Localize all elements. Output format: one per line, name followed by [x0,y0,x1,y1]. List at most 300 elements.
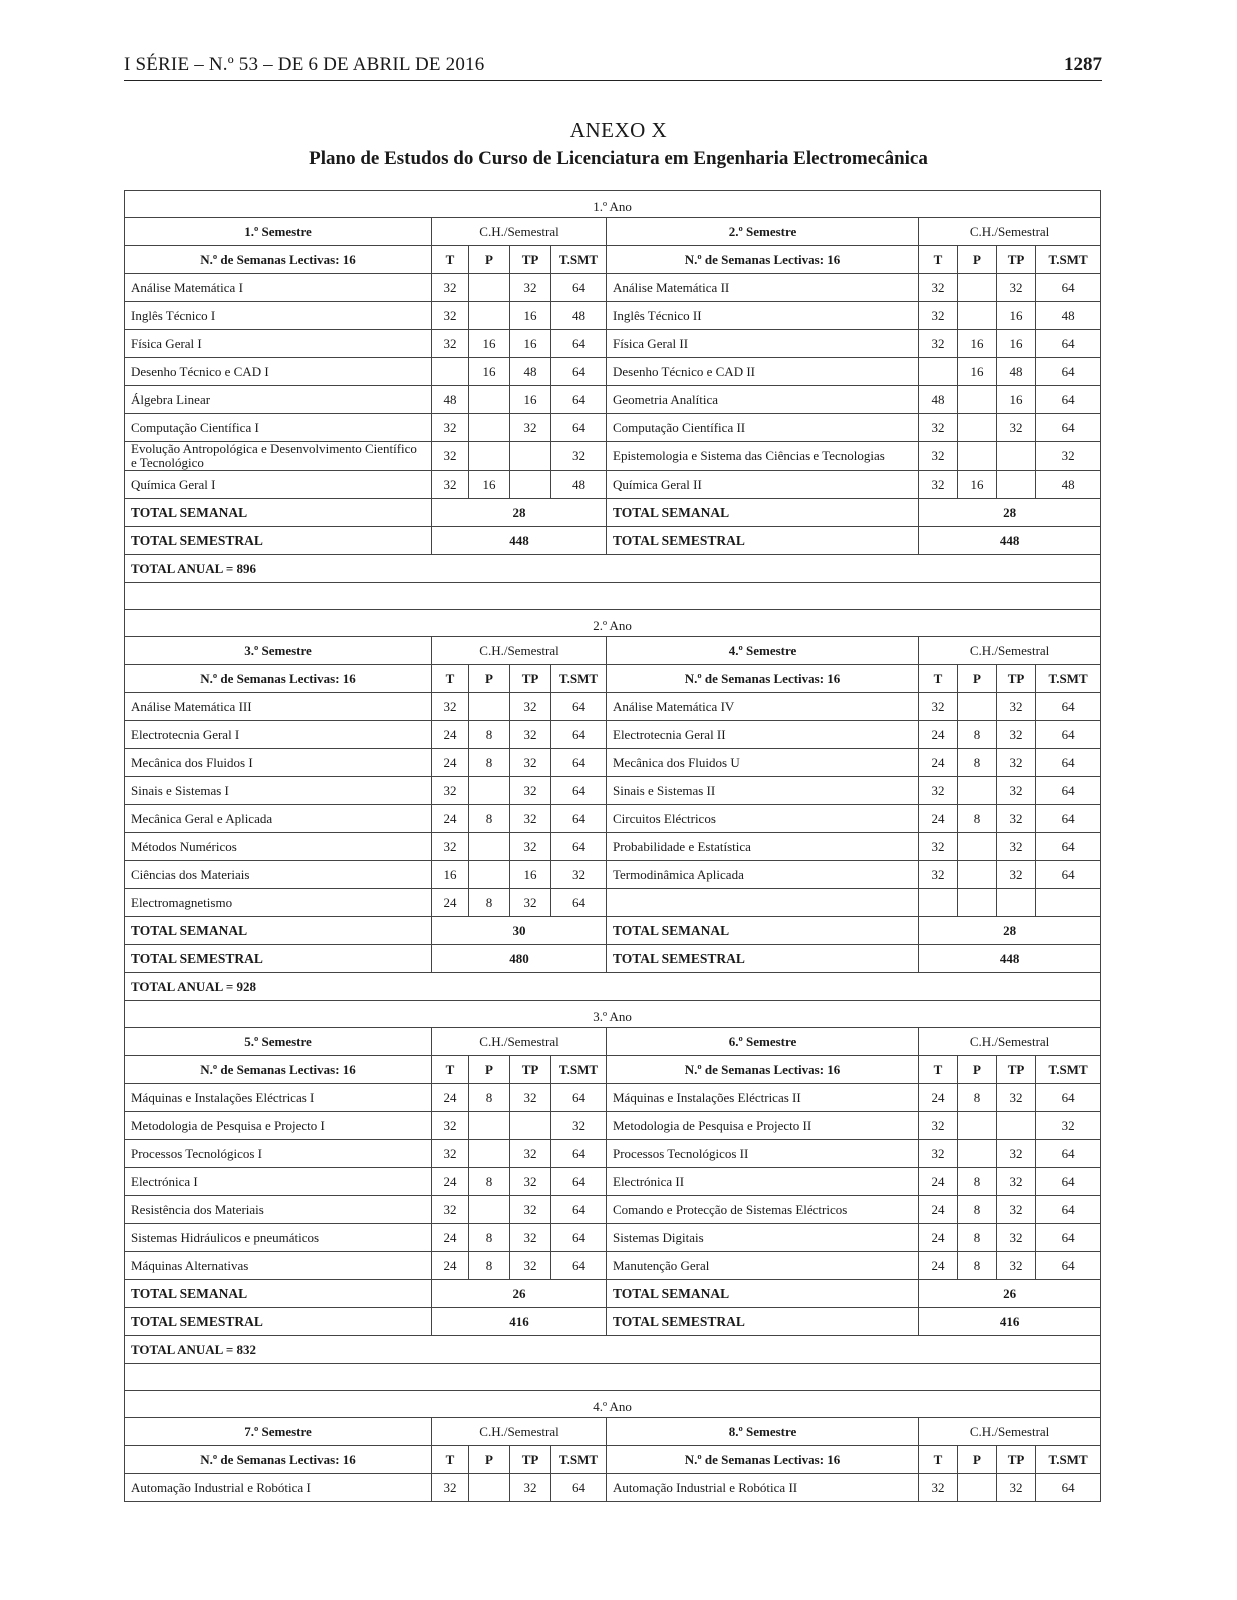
hours-tsmt: 64 [1036,693,1101,721]
col-tp: TP [510,246,551,274]
hours-tsmt: 64 [551,1474,607,1502]
hours-p: 8 [958,1168,997,1196]
subject-name-left: Química Geral I [125,471,432,499]
col-tp: TP [510,1446,551,1474]
hours-p: 16 [469,358,510,386]
weeks-label: N.º de Semanas Lectivas: 16 [125,665,432,693]
total-semanal-left: 26 [432,1280,607,1308]
hours-tp: 16 [510,302,551,330]
semester-right-label: 6.º Semestre [607,1028,919,1056]
hours-tsmt: 64 [551,693,607,721]
subject-name-left: Mecânica Geral e Aplicada [125,805,432,833]
hours-tp: 32 [510,1140,551,1168]
subject-name-right: Automação Industrial e Robótica II [607,1474,919,1502]
subject-name-left: Automação Industrial e Robótica I [125,1474,432,1502]
hours-t: 32 [919,693,958,721]
hours-tsmt: 32 [551,442,607,471]
total-semestral-right: 448 [919,527,1101,555]
hours-tsmt: 48 [1036,302,1101,330]
subject-row [125,358,1101,386]
subject-row [125,1252,1101,1280]
hours-p [469,302,510,330]
hours-tp: 48 [997,358,1036,386]
hours-p [958,1140,997,1168]
semester-header-row [125,218,1101,246]
hours-p: 8 [469,805,510,833]
hours-t: 24 [919,1224,958,1252]
hours-p [958,414,997,442]
col-tsmt: T.SMT [551,1446,607,1474]
hours-tp: 32 [510,805,551,833]
year-row [125,1001,1101,1028]
total-semestral-row [125,1308,1101,1336]
hours-tsmt: 64 [1036,833,1101,861]
hours-t: 32 [919,861,958,889]
subject-row [125,861,1101,889]
subject-name-left: Inglês Técnico I [125,302,432,330]
hours-t: 32 [919,274,958,302]
total-semanal-row [125,499,1101,527]
hours-p: 8 [958,805,997,833]
hours-tp [997,442,1036,471]
hours-tp: 32 [997,1140,1036,1168]
hours-tsmt: 64 [1036,749,1101,777]
hours-tp: 32 [510,1252,551,1280]
hours-p: 8 [469,889,510,917]
hours-tsmt: 64 [1036,861,1101,889]
col-t: T [432,665,469,693]
hours-tsmt: 32 [1036,442,1101,471]
hours-t: 48 [432,386,469,414]
subject-name-right: Processos Tecnológicos II [607,1140,919,1168]
ch-semestral-label: C.H./Semestral [919,218,1101,246]
subject-name-right: Computação Científica II [607,414,919,442]
hours-p [469,833,510,861]
subject-row [125,1168,1101,1196]
columns-header-row [125,1446,1101,1474]
total-semestral-left: 416 [432,1308,607,1336]
hours-t: 24 [919,749,958,777]
hours-t: 32 [919,1474,958,1502]
total-semanal-row [125,1280,1101,1308]
subject-name-right: Análise Matemática II [607,274,919,302]
total-semanal-right: 26 [919,1280,1101,1308]
col-tp: TP [510,665,551,693]
hours-t: 32 [432,777,469,805]
hours-t: 24 [919,805,958,833]
semester-left-label: 5.º Semestre [125,1028,432,1056]
hours-tp: 32 [997,1196,1036,1224]
hours-tp [997,471,1036,499]
hours-tp: 32 [510,889,551,917]
col-tsmt: T.SMT [1036,246,1101,274]
hours-tp: 16 [510,861,551,889]
hours-p [958,1112,997,1140]
subject-name-right: Circuitos Eléctricos [607,805,919,833]
hours-t: 32 [919,330,958,358]
total-semestral-label: TOTAL SEMESTRAL [125,527,432,555]
subject-name-right: Mecânica dos Fluidos U [607,749,919,777]
subject-name-right: Probabilidade e Estatística [607,833,919,861]
ch-semestral-label: C.H./Semestral [919,1418,1101,1446]
hours-t: 24 [432,721,469,749]
hours-tsmt: 64 [551,889,607,917]
hours-tp: 16 [510,330,551,358]
hours-tp: 32 [510,777,551,805]
hours-tsmt: 64 [551,721,607,749]
subject-row [125,442,1101,471]
hours-t: 24 [432,1084,469,1112]
subject-name-right: Física Geral II [607,330,919,358]
hours-tp: 32 [510,274,551,302]
total-semanal-label: TOTAL SEMANAL [607,1280,919,1308]
ch-semestral-label: C.H./Semestral [432,637,607,665]
hours-tsmt: 64 [1036,1252,1101,1280]
hours-tsmt: 64 [1036,386,1101,414]
col-t: T [919,665,958,693]
hours-p [958,1474,997,1502]
hours-tp [997,1112,1036,1140]
hours-t: 32 [919,471,958,499]
hours-tsmt: 64 [551,1196,607,1224]
subject-name-left: Electrónica I [125,1168,432,1196]
hours-t: 32 [919,1140,958,1168]
hours-t: 32 [432,1140,469,1168]
hours-tp: 32 [510,833,551,861]
hours-tp: 32 [510,1168,551,1196]
subject-name-left: Resistência dos Materiais [125,1196,432,1224]
ch-semestral-label: C.H./Semestral [432,1418,607,1446]
subject-name-right: Comando e Protecção de Sistemas Eléctricos [607,1196,919,1224]
hours-p [469,1140,510,1168]
hours-tsmt: 32 [1036,1112,1101,1140]
subject-name-left: Métodos Numéricos [125,833,432,861]
hours-p [469,274,510,302]
hours-p: 8 [958,1252,997,1280]
subject-name-right: Manutenção Geral [607,1252,919,1280]
col-tsmt: T.SMT [1036,1446,1101,1474]
hours-tp: 32 [997,805,1036,833]
hours-tp: 32 [997,1168,1036,1196]
hours-p [958,833,997,861]
total-semestral-label: TOTAL SEMESTRAL [125,945,432,973]
semester-header-row [125,1028,1101,1056]
subject-name-left: Física Geral I [125,330,432,358]
weeks-label: N.º de Semanas Lectivas: 16 [125,1056,432,1084]
hours-t: 24 [919,1084,958,1112]
subject-row [125,1084,1101,1112]
col-p: P [958,1446,997,1474]
subject-name-right: Metodologia de Pesquisa e Projecto II [607,1112,919,1140]
hours-p [958,693,997,721]
col-t: T [919,1446,958,1474]
hours-t: 24 [919,721,958,749]
hours-tsmt: 64 [1036,1224,1101,1252]
hours-tp [510,1112,551,1140]
hours-t: 24 [919,1252,958,1280]
hours-p: 16 [469,330,510,358]
hours-t: 24 [432,749,469,777]
total-semanal-label: TOTAL SEMANAL [125,1280,432,1308]
col-tp: TP [997,665,1036,693]
hours-tsmt: 64 [551,1252,607,1280]
hours-t [432,358,469,386]
hours-tp: 32 [997,693,1036,721]
subject-row [125,749,1101,777]
subject-name-right: Electrotecnia Geral II [607,721,919,749]
hours-tp: 16 [997,302,1036,330]
hours-tp: 32 [997,274,1036,302]
hours-tp: 32 [997,777,1036,805]
hours-tsmt: 64 [1036,1140,1101,1168]
hours-tsmt: 64 [1036,358,1101,386]
total-semestral-right: 448 [919,945,1101,973]
hours-p [469,1474,510,1502]
col-tsmt: T.SMT [551,1056,607,1084]
hours-tsmt: 32 [551,861,607,889]
subject-row [125,721,1101,749]
hours-p [469,386,510,414]
hours-t: 32 [432,471,469,499]
hours-tp [997,889,1036,917]
hours-t [919,889,958,917]
hours-t: 32 [432,302,469,330]
col-t: T [432,1056,469,1084]
hours-t: 32 [919,302,958,330]
hours-p [469,442,510,471]
hours-p: 8 [469,1224,510,1252]
total-semanal-label: TOTAL SEMANAL [607,499,919,527]
subject-name-left: Desenho Técnico e CAD I [125,358,432,386]
hours-tsmt: 64 [551,833,607,861]
hours-tsmt: 64 [1036,1084,1101,1112]
hours-tsmt: 64 [551,805,607,833]
hours-t: 24 [919,1168,958,1196]
hours-tp: 32 [997,1252,1036,1280]
semester-left-label: 3.º Semestre [125,637,432,665]
hours-p [469,861,510,889]
subject-name-left: Metodologia de Pesquisa e Projecto I [125,1112,432,1140]
hours-tsmt: 64 [551,1168,607,1196]
hours-tp: 16 [997,330,1036,358]
subject-row [125,777,1101,805]
hours-t: 24 [919,1196,958,1224]
hours-p: 8 [469,1084,510,1112]
hours-t: 24 [432,889,469,917]
total-anual: TOTAL ANUAL = 832 [125,1336,1101,1364]
weeks-label: N.º de Semanas Lectivas: 16 [607,665,919,693]
subject-name-left: Electromagnetismo [125,889,432,917]
hours-tp: 32 [997,833,1036,861]
hours-t: 24 [432,1224,469,1252]
col-p: P [958,246,997,274]
hours-p [958,442,997,471]
hours-p: 8 [469,749,510,777]
hours-p [958,777,997,805]
hours-t: 32 [919,442,958,471]
col-p: P [469,665,510,693]
ch-semestral-label: C.H./Semestral [432,218,607,246]
subject-name-left: Máquinas e Instalações Eléctricas I [125,1084,432,1112]
hours-tp: 32 [997,414,1036,442]
hours-t [919,358,958,386]
year-label: 1.º Ano [125,191,1101,218]
spacer-cell [125,583,1101,610]
subject-row [125,274,1101,302]
subject-name-right: Sinais e Sistemas II [607,777,919,805]
hours-p: 16 [469,471,510,499]
col-tp: TP [997,1056,1036,1084]
hours-p [958,861,997,889]
year-label: 4.º Ano [125,1391,1101,1418]
total-anual-row [125,1336,1101,1364]
subject-name-right: Química Geral II [607,471,919,499]
subject-name-right: Electrónica II [607,1168,919,1196]
hours-t: 32 [432,274,469,302]
hours-t: 32 [432,414,469,442]
total-semanal-label: TOTAL SEMANAL [125,499,432,527]
hours-p [469,1112,510,1140]
hours-p [958,386,997,414]
subject-name-left: Computação Científica I [125,414,432,442]
hours-tsmt: 32 [551,1112,607,1140]
hours-t: 32 [432,1112,469,1140]
col-tsmt: T.SMT [551,665,607,693]
hours-tsmt: 48 [1036,471,1101,499]
hours-tp: 32 [510,414,551,442]
semester-right-label: 8.º Semestre [607,1418,919,1446]
hours-tp: 32 [510,693,551,721]
hours-p [469,693,510,721]
col-t: T [432,246,469,274]
subject-name-left: Ciências dos Materiais [125,861,432,889]
total-semanal-right: 28 [919,917,1101,945]
hours-tsmt: 64 [551,1084,607,1112]
subject-name-left: Sistemas Hidráulicos e pneumáticos [125,1224,432,1252]
hours-t: 24 [432,805,469,833]
subject-name-right: Geometria Analítica [607,386,919,414]
total-anual-row [125,555,1101,583]
subject-row [125,1196,1101,1224]
hours-tsmt: 48 [551,302,607,330]
total-semestral-label: TOTAL SEMESTRAL [607,1308,919,1336]
annex-heading: ANEXO X [569,118,668,142]
year-row [125,191,1101,218]
semester-header-row [125,637,1101,665]
subject-row [125,386,1101,414]
hours-t: 32 [919,414,958,442]
hours-p: 8 [469,1252,510,1280]
hours-t: 32 [432,1474,469,1502]
semester-left-label: 1.º Semestre [125,218,432,246]
hours-tsmt: 64 [551,749,607,777]
hours-p: 8 [469,721,510,749]
hours-t: 32 [432,693,469,721]
hours-tsmt: 64 [1036,414,1101,442]
total-semestral-right: 416 [919,1308,1101,1336]
hours-tsmt [1036,889,1101,917]
col-tp: TP [510,1056,551,1084]
hours-t: 32 [919,777,958,805]
hours-tp: 16 [997,386,1036,414]
hours-t: 32 [919,1112,958,1140]
hours-p [958,274,997,302]
total-semestral-label: TOTAL SEMESTRAL [607,527,919,555]
hours-tsmt: 64 [1036,805,1101,833]
subject-row [125,833,1101,861]
col-tsmt: T.SMT [551,246,607,274]
subject-name-right: Termodinâmica Aplicada [607,861,919,889]
hours-tsmt: 64 [551,330,607,358]
col-t: T [919,1056,958,1084]
hours-p: 8 [469,1168,510,1196]
hours-p [469,777,510,805]
semester-right-label: 2.º Semestre [607,218,919,246]
hours-t: 48 [919,386,958,414]
series-label: I SÉRIE – N.º 53 – DE 6 DE ABRIL DE 2016 [124,54,485,75]
subject-row [125,889,1101,917]
semester-right-label: 4.º Semestre [607,637,919,665]
col-p: P [469,1446,510,1474]
col-tsmt: T.SMT [1036,1056,1101,1084]
col-tp: TP [997,1446,1036,1474]
hours-tsmt: 64 [1036,1168,1101,1196]
study-plan-table [124,190,1101,1502]
subject-row [125,693,1101,721]
hours-t: 32 [432,330,469,358]
hours-p: 8 [958,1084,997,1112]
semester-header-row [125,1418,1101,1446]
hours-tsmt: 48 [551,471,607,499]
hours-p: 16 [958,358,997,386]
subject-row [125,302,1101,330]
total-anual: TOTAL ANUAL = 928 [125,973,1101,1001]
subject-row [125,1474,1101,1502]
document-title: Plano de Estudos do Curso de Licenciatura em Engenharia Electromecânica [309,148,928,169]
weeks-label: N.º de Semanas Lectivas: 16 [607,1056,919,1084]
hours-tsmt: 64 [551,414,607,442]
col-p: P [958,1056,997,1084]
hours-tp [510,471,551,499]
columns-header-row [125,1056,1101,1084]
hours-p: 16 [958,471,997,499]
subject-row [125,805,1101,833]
hours-p: 8 [958,721,997,749]
hours-tp: 32 [997,1224,1036,1252]
total-semanal-left: 30 [432,917,607,945]
hours-tp [510,442,551,471]
subject-name-right: Máquinas e Instalações Eléctricas II [607,1084,919,1112]
subject-row [125,1224,1101,1252]
hours-tp: 32 [510,1196,551,1224]
hours-p: 8 [958,1224,997,1252]
semester-left-label: 7.º Semestre [125,1418,432,1446]
spacer-row [125,1364,1101,1391]
hours-tsmt: 64 [551,1140,607,1168]
columns-header-row [125,665,1101,693]
total-semanal-label: TOTAL SEMANAL [607,917,919,945]
ch-semestral-label: C.H./Semestral [919,637,1101,665]
subject-row [125,1112,1101,1140]
hours-t: 32 [432,442,469,471]
hours-t: 24 [432,1252,469,1280]
year-label: 3.º Ano [125,1001,1101,1028]
total-semestral-left: 480 [432,945,607,973]
subject-name-right: Desenho Técnico e CAD II [607,358,919,386]
subject-name-left: Análise Matemática III [125,693,432,721]
subject-name-left: Mecânica dos Fluidos I [125,749,432,777]
total-semanal-label: TOTAL SEMANAL [125,917,432,945]
